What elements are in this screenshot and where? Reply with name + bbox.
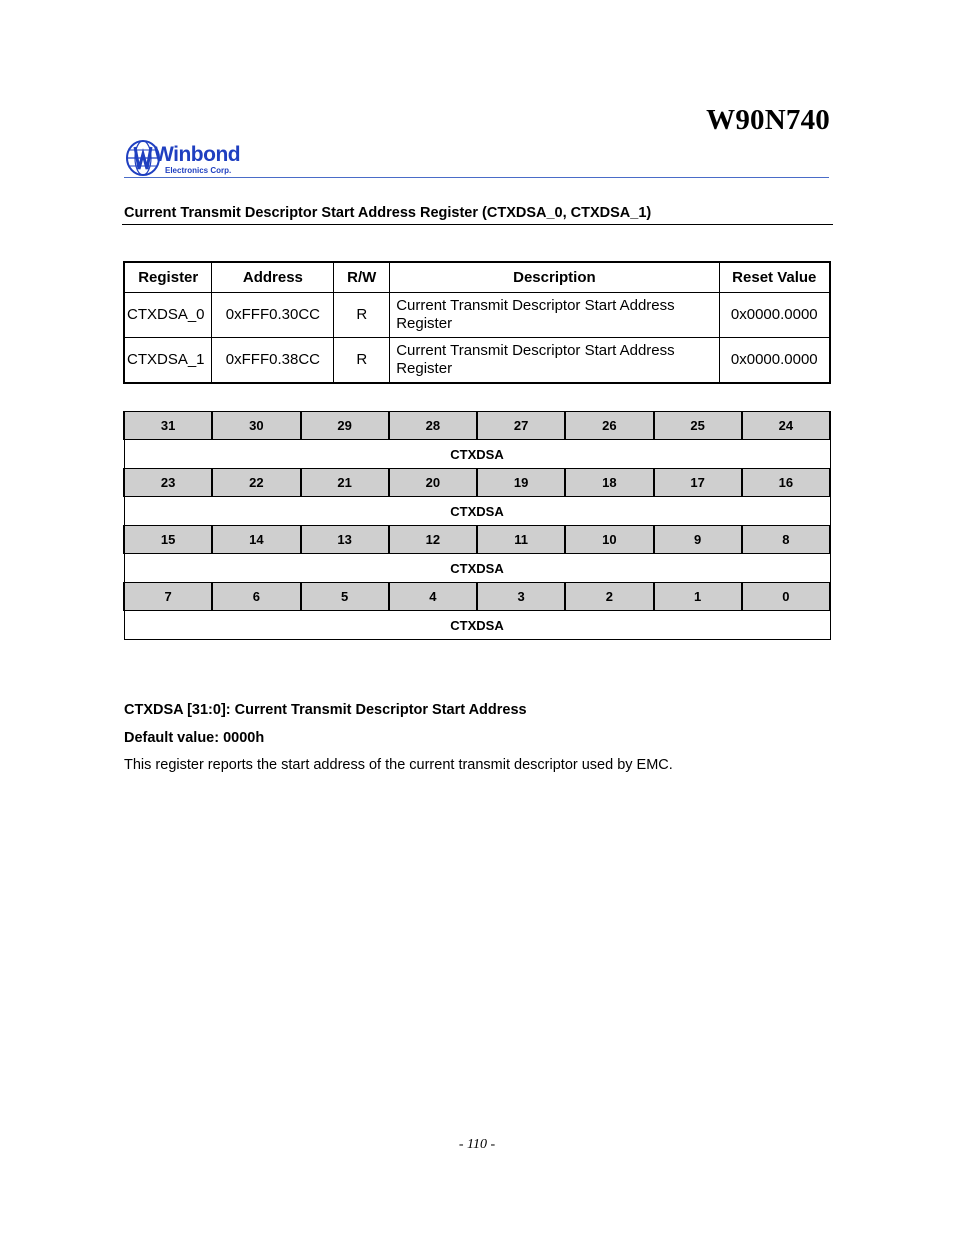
bit-number: 7 [124, 583, 212, 611]
bit-field-name: CTXDSA [124, 554, 830, 583]
winbond-logo [125, 138, 255, 178]
bit-number: 25 [654, 412, 742, 440]
register-reset-value: 0x0000.0000 [719, 293, 830, 338]
bit-number: 29 [301, 412, 389, 440]
bit-number: 10 [565, 526, 653, 554]
bit-number: 27 [477, 412, 565, 440]
table-row [124, 293, 830, 338]
register-address: 0xFFF0.30CC [212, 293, 334, 338]
bit-number: 0 [742, 583, 830, 611]
bit-number-row [124, 583, 830, 611]
header-rule [124, 177, 829, 178]
bit-number: 11 [477, 526, 565, 554]
register-reset-value: 0x0000.0000 [719, 338, 830, 384]
bit-number: 9 [654, 526, 742, 554]
header-rw: R/W [334, 262, 390, 293]
bit-number-row [124, 469, 830, 497]
register-description: Current Transmit Descriptor Start Address Register [390, 293, 719, 338]
register-table [123, 261, 831, 384]
logo-subtitle: Electronics Corp. [165, 166, 232, 175]
register-name: CTXDSA_0 [124, 293, 212, 338]
bit-number: 31 [124, 412, 212, 440]
logo-wordmark: Winbond [154, 143, 241, 166]
bit-number: 4 [389, 583, 477, 611]
bit-number: 17 [654, 469, 742, 497]
register-rw: R [334, 338, 390, 384]
bit-number: 13 [301, 526, 389, 554]
default-value: Default value: 0000h [124, 730, 265, 746]
bit-number: 23 [124, 469, 212, 497]
page-number: - 110 - [458, 1137, 496, 1152]
bit-number: 6 [212, 583, 300, 611]
table-row [124, 338, 830, 384]
register-rw: R [334, 293, 390, 338]
register-name: CTXDSA_1 [124, 338, 212, 384]
register-table-header [124, 262, 830, 293]
bit-number: 3 [477, 583, 565, 611]
bit-number: 12 [389, 526, 477, 554]
section-rule [122, 224, 833, 225]
bit-number: 20 [389, 469, 477, 497]
bit-number: 15 [124, 526, 212, 554]
bit-number: 5 [301, 583, 389, 611]
header-description: Description [390, 262, 719, 293]
bit-field-row [124, 440, 830, 469]
header-address: Address [212, 262, 334, 293]
bit-field-name: CTXDSA [124, 497, 830, 526]
bit-number: 1 [654, 583, 742, 611]
header-reset-value: Reset Value [719, 262, 830, 293]
bit-field-row [124, 554, 830, 583]
bit-number: 16 [742, 469, 830, 497]
bit-field-row [124, 497, 830, 526]
header-register: Register [124, 262, 212, 293]
bit-number-row [124, 412, 830, 440]
bit-number-row [124, 526, 830, 554]
bit-field-table [123, 411, 831, 640]
register-address: 0xFFF0.38CC [212, 338, 334, 384]
bit-number: 28 [389, 412, 477, 440]
field-description-title: CTXDSA [31:0]: Current Transmit Descriptor Start Address [124, 702, 527, 718]
bit-number: 18 [565, 469, 653, 497]
bit-field-name: CTXDSA [124, 440, 830, 469]
bit-number: 14 [212, 526, 300, 554]
bit-number: 30 [212, 412, 300, 440]
bit-number: 8 [742, 526, 830, 554]
field-description-text: This register reports the start address of the current transmit descriptor used by EMC. [124, 757, 673, 773]
bit-field-row [124, 611, 830, 640]
bit-number: 21 [301, 469, 389, 497]
bit-number: 19 [477, 469, 565, 497]
bit-number: 2 [565, 583, 653, 611]
bit-field-name: CTXDSA [124, 611, 830, 640]
register-description: Current Transmit Descriptor Start Address Register [390, 338, 719, 384]
bit-number: 22 [212, 469, 300, 497]
bit-number: 24 [742, 412, 830, 440]
chip-title: W90N740 [706, 104, 830, 136]
section-title: Current Transmit Descriptor Start Address Register (CTXDSA_0, CTXDSA_1) [124, 205, 652, 221]
bit-number: 26 [565, 412, 653, 440]
